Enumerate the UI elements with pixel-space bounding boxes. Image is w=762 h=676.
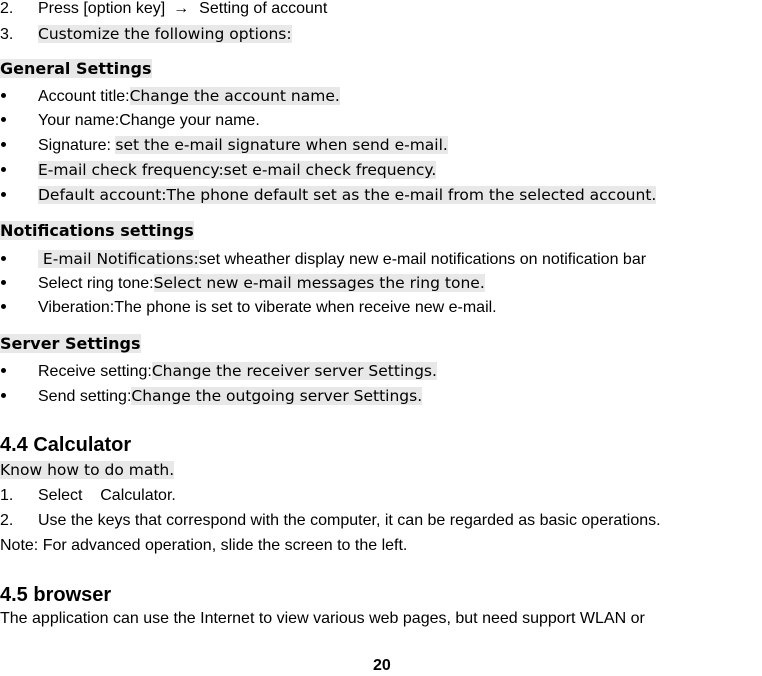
heading-browser: 4.5 browser (0, 584, 112, 606)
section-title-text: General Settings (0, 59, 152, 78)
list-item (0, 111, 260, 131)
list-item (0, 185, 656, 206)
calculator-step-1 (0, 486, 176, 506)
section-title-text: Notifications settings (0, 221, 194, 240)
step-number: 3. (0, 26, 14, 43)
section-title-notifications (0, 221, 194, 242)
calculator-step-2 (0, 511, 661, 531)
browser-text: The application can use the Internet to view various web pages, but need support WLAN or (0, 610, 645, 627)
step-2 (0, 0, 327, 19)
item-highlight: E-mail Notifications: (38, 250, 199, 268)
list-item (0, 386, 422, 407)
step-text: Select Calculator. (38, 487, 176, 504)
step-text: Use the keys that correspond with the computer, it can be regarded as basic operations. (38, 512, 661, 529)
step-text: Customize the following options: (38, 25, 292, 43)
item-label: Signature: (38, 137, 116, 154)
calculator-intro (0, 460, 174, 481)
list-item (0, 86, 340, 107)
item-highlight: Change the account name. (129, 87, 340, 105)
item-label: Select ring tone: (38, 275, 154, 292)
list-item (0, 160, 436, 181)
list-item (0, 135, 448, 156)
section-title-text: Server Settings (0, 334, 141, 353)
bullet-icon (1, 142, 6, 147)
list-item (0, 273, 485, 294)
section-title-server (0, 334, 141, 355)
step-text-target: Setting of account (199, 0, 328, 17)
item-label: Account title: (38, 88, 130, 105)
item-label: set wheather display new e-mail notifications on notification bar (198, 251, 647, 268)
item-label: Send setting: (38, 388, 132, 405)
bullet-icon (1, 167, 6, 172)
bullet-icon (1, 117, 6, 122)
bullet-icon (1, 93, 6, 98)
step-number: 2. (0, 512, 14, 529)
step-number: 2. (0, 0, 14, 17)
step-number: 1. (0, 487, 14, 504)
item-highlight: set the e-mail signature when send e-mail. (115, 136, 448, 154)
item-highlight: E-mail check frequency:set e-mail check frequency. (38, 161, 437, 179)
bullet-icon (1, 393, 6, 398)
heading-calculator: 4.4 Calculator (0, 434, 132, 456)
item-label: Viberation:The phone is set to viberate when receive new e-mail. (38, 299, 497, 316)
item-label: Your name:Change your name. (38, 112, 260, 129)
step-3 (0, 24, 292, 45)
list-item (0, 298, 497, 318)
list-item (0, 249, 646, 270)
item-highlight: Default account:The phone default set as the e-mail from the selected account. (38, 186, 657, 204)
bullet-icon (1, 304, 6, 309)
item-highlight: Select new e-mail messages the ring tone. (153, 274, 485, 292)
calculator-note: Note: For advanced operation, slide the screen to the left. (0, 537, 408, 554)
page-number: 20 (373, 657, 391, 674)
item-highlight: Change the outgoing server Settings. (131, 387, 423, 405)
arrow-right-icon: → (173, 0, 190, 17)
item-label: Receive setting: (38, 363, 152, 380)
bullet-icon (1, 280, 6, 285)
list-item (0, 361, 437, 382)
item-highlight: Change the receiver server Settings. (151, 362, 437, 380)
bullet-icon (1, 192, 6, 197)
bullet-icon (1, 368, 6, 373)
section-title-general (0, 59, 152, 80)
intro-text: Know how to do math. (0, 461, 175, 479)
step-text: Press [option key] (38, 0, 166, 17)
bullet-icon (1, 256, 6, 261)
